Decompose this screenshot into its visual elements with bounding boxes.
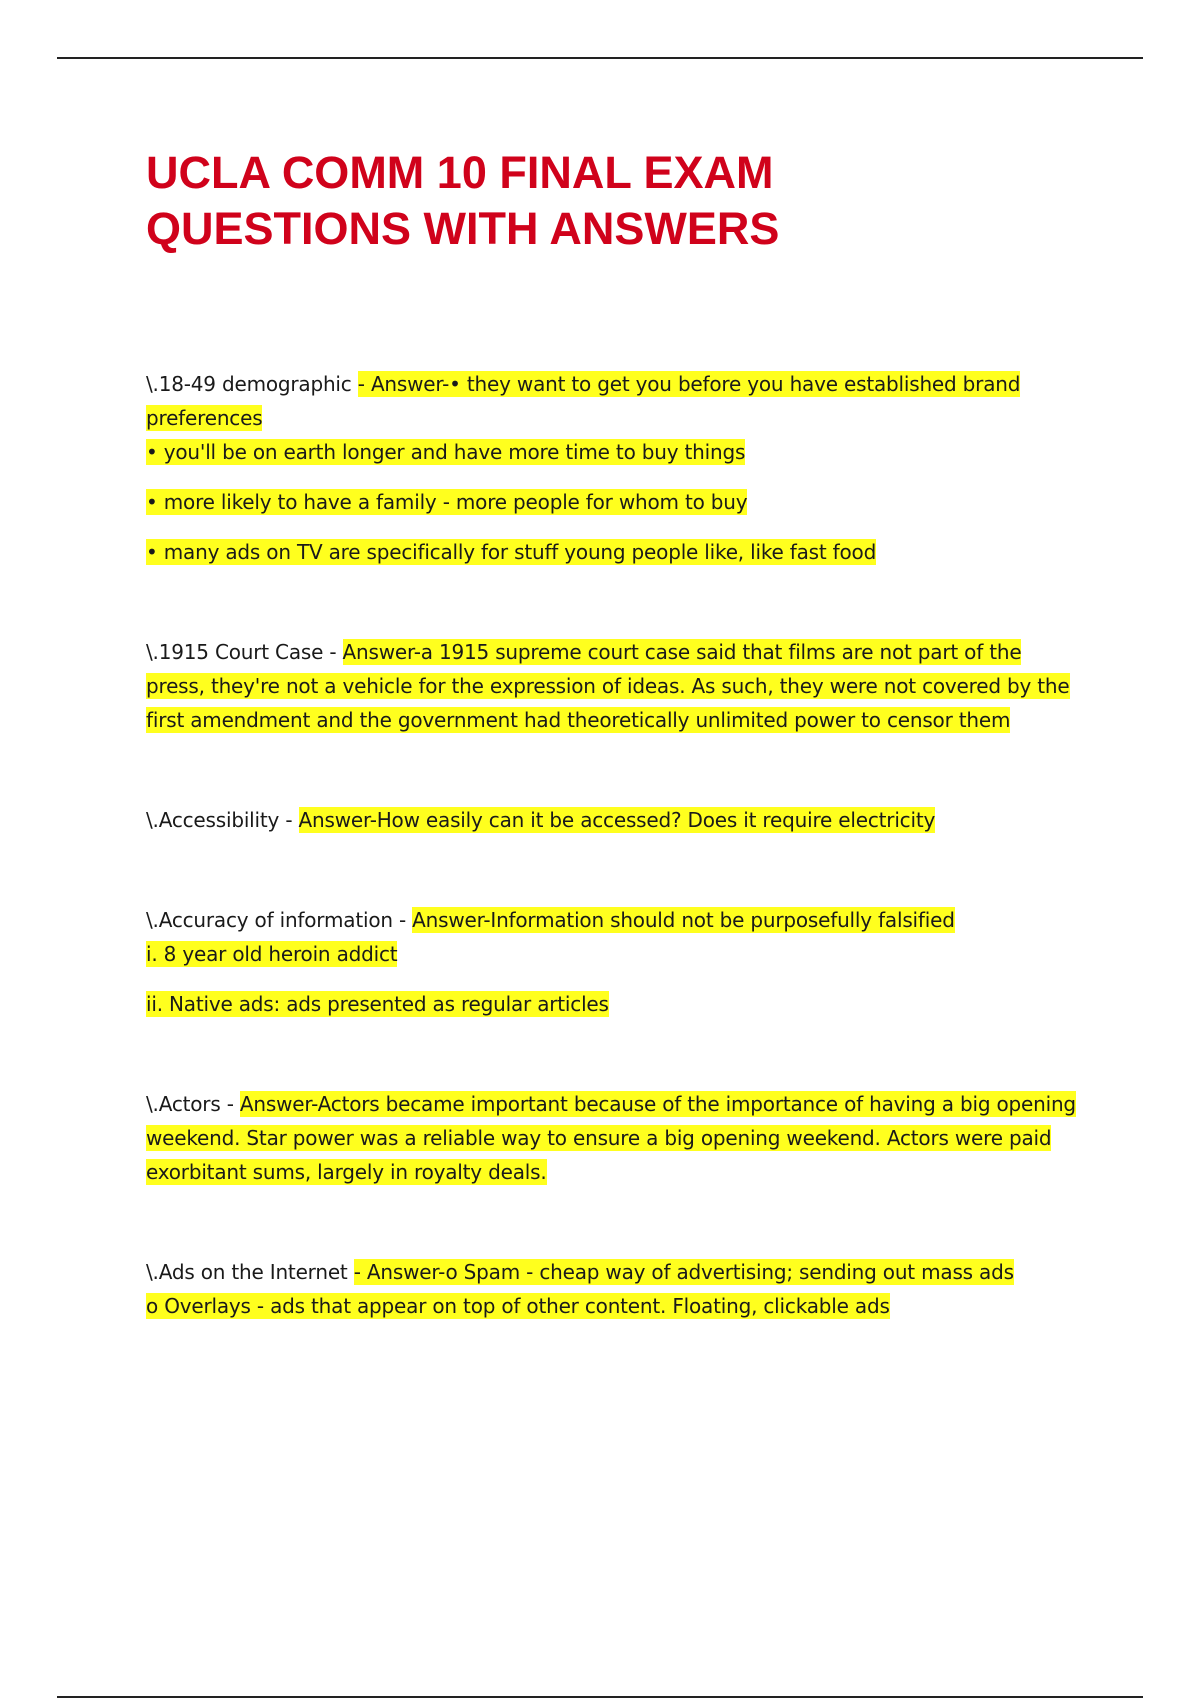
qa-entry xyxy=(146,1255,1086,1323)
qa-main xyxy=(146,803,1086,837)
qa-answer-line-text: • you'll be on earth longer and have more time to buy things xyxy=(146,440,746,464)
qa-answer: Answer-How easily can it be accessed? Does it require electricity xyxy=(298,808,936,832)
document-title xyxy=(146,145,1086,257)
qa-term: \.Ads on the Internet xyxy=(146,1260,348,1284)
qa-entry xyxy=(146,367,1086,569)
qa-answer-line xyxy=(146,535,1086,569)
qa-term: \.Accuracy of information xyxy=(146,908,393,932)
qa-term: \.1915 Court Case xyxy=(146,640,324,664)
qa-separator: - xyxy=(392,908,413,932)
qa-separator xyxy=(348,1260,354,1284)
title-line-2: QUESTIONS WITH ANSWERS xyxy=(146,203,780,254)
qa-answer-line-text: • more likely to have a family - more people for whom to buy xyxy=(146,490,748,514)
qa-answer-line-text: • many ads on TV are specifically for stuff young people like, like fast food xyxy=(146,540,877,564)
qa-term: \.Accessibility xyxy=(146,808,280,832)
qa-answer: Answer-Actors became important because of the importance of having a big opening weekend. Star power was a reliable way to ensure a big opening weekend. Actors were paid exorbitant sums, largely in royalty deals. xyxy=(146,1092,1076,1184)
qa-entry xyxy=(146,1087,1086,1189)
qa-main xyxy=(146,367,1086,435)
qa-main xyxy=(146,1255,1086,1289)
qa-answer: Answer-a 1915 supreme court case said that films are not part of the press, they're not a vehicle for the expression of ideas. As such, they were not covered by the first amendment and the government had theoretically unlimited power to censor them xyxy=(146,640,1070,732)
qa-entry xyxy=(146,635,1086,737)
qa-answer-line xyxy=(146,435,1086,469)
qa-main xyxy=(146,903,1086,937)
qa-term: \.Actors xyxy=(146,1092,221,1116)
qa-entry xyxy=(146,903,1086,1021)
qa-answer: Answer-Information should not be purposefully falsified xyxy=(412,908,955,932)
title-line-1: UCLA COMM 10 FINAL EXAM xyxy=(146,147,774,198)
qa-answer: - Answer-• they want to get you before you have established brand preferences xyxy=(146,372,1021,430)
qa-separator: - xyxy=(220,1092,240,1116)
qa-answer-line-text: o Overlays - ads that appear on top of other content. Floating, clickable ads xyxy=(146,1294,890,1318)
qa-separator xyxy=(352,372,358,396)
qa-answer-line xyxy=(146,1289,1086,1323)
qa-separator: - xyxy=(323,640,343,664)
qa-answer-line-text: ii. Native ads: ads presented as regular articles xyxy=(146,992,609,1016)
header-rule xyxy=(57,57,1143,59)
qa-answer-line xyxy=(146,485,1086,519)
qa-term: \.18-49 demographic xyxy=(146,372,352,396)
qa-list xyxy=(146,367,1086,1323)
qa-answer-line-text: i. 8 year old heroin addict xyxy=(146,942,398,966)
qa-answer-line xyxy=(146,987,1086,1021)
qa-answer: - Answer-o Spam - cheap way of advertising; sending out mass ads xyxy=(353,1260,1014,1284)
footer-rule xyxy=(57,1696,1143,1698)
qa-entry xyxy=(146,803,1086,837)
qa-main xyxy=(146,635,1086,737)
qa-separator: - xyxy=(279,808,299,832)
qa-answer-line xyxy=(146,937,1086,971)
qa-main xyxy=(146,1087,1086,1189)
